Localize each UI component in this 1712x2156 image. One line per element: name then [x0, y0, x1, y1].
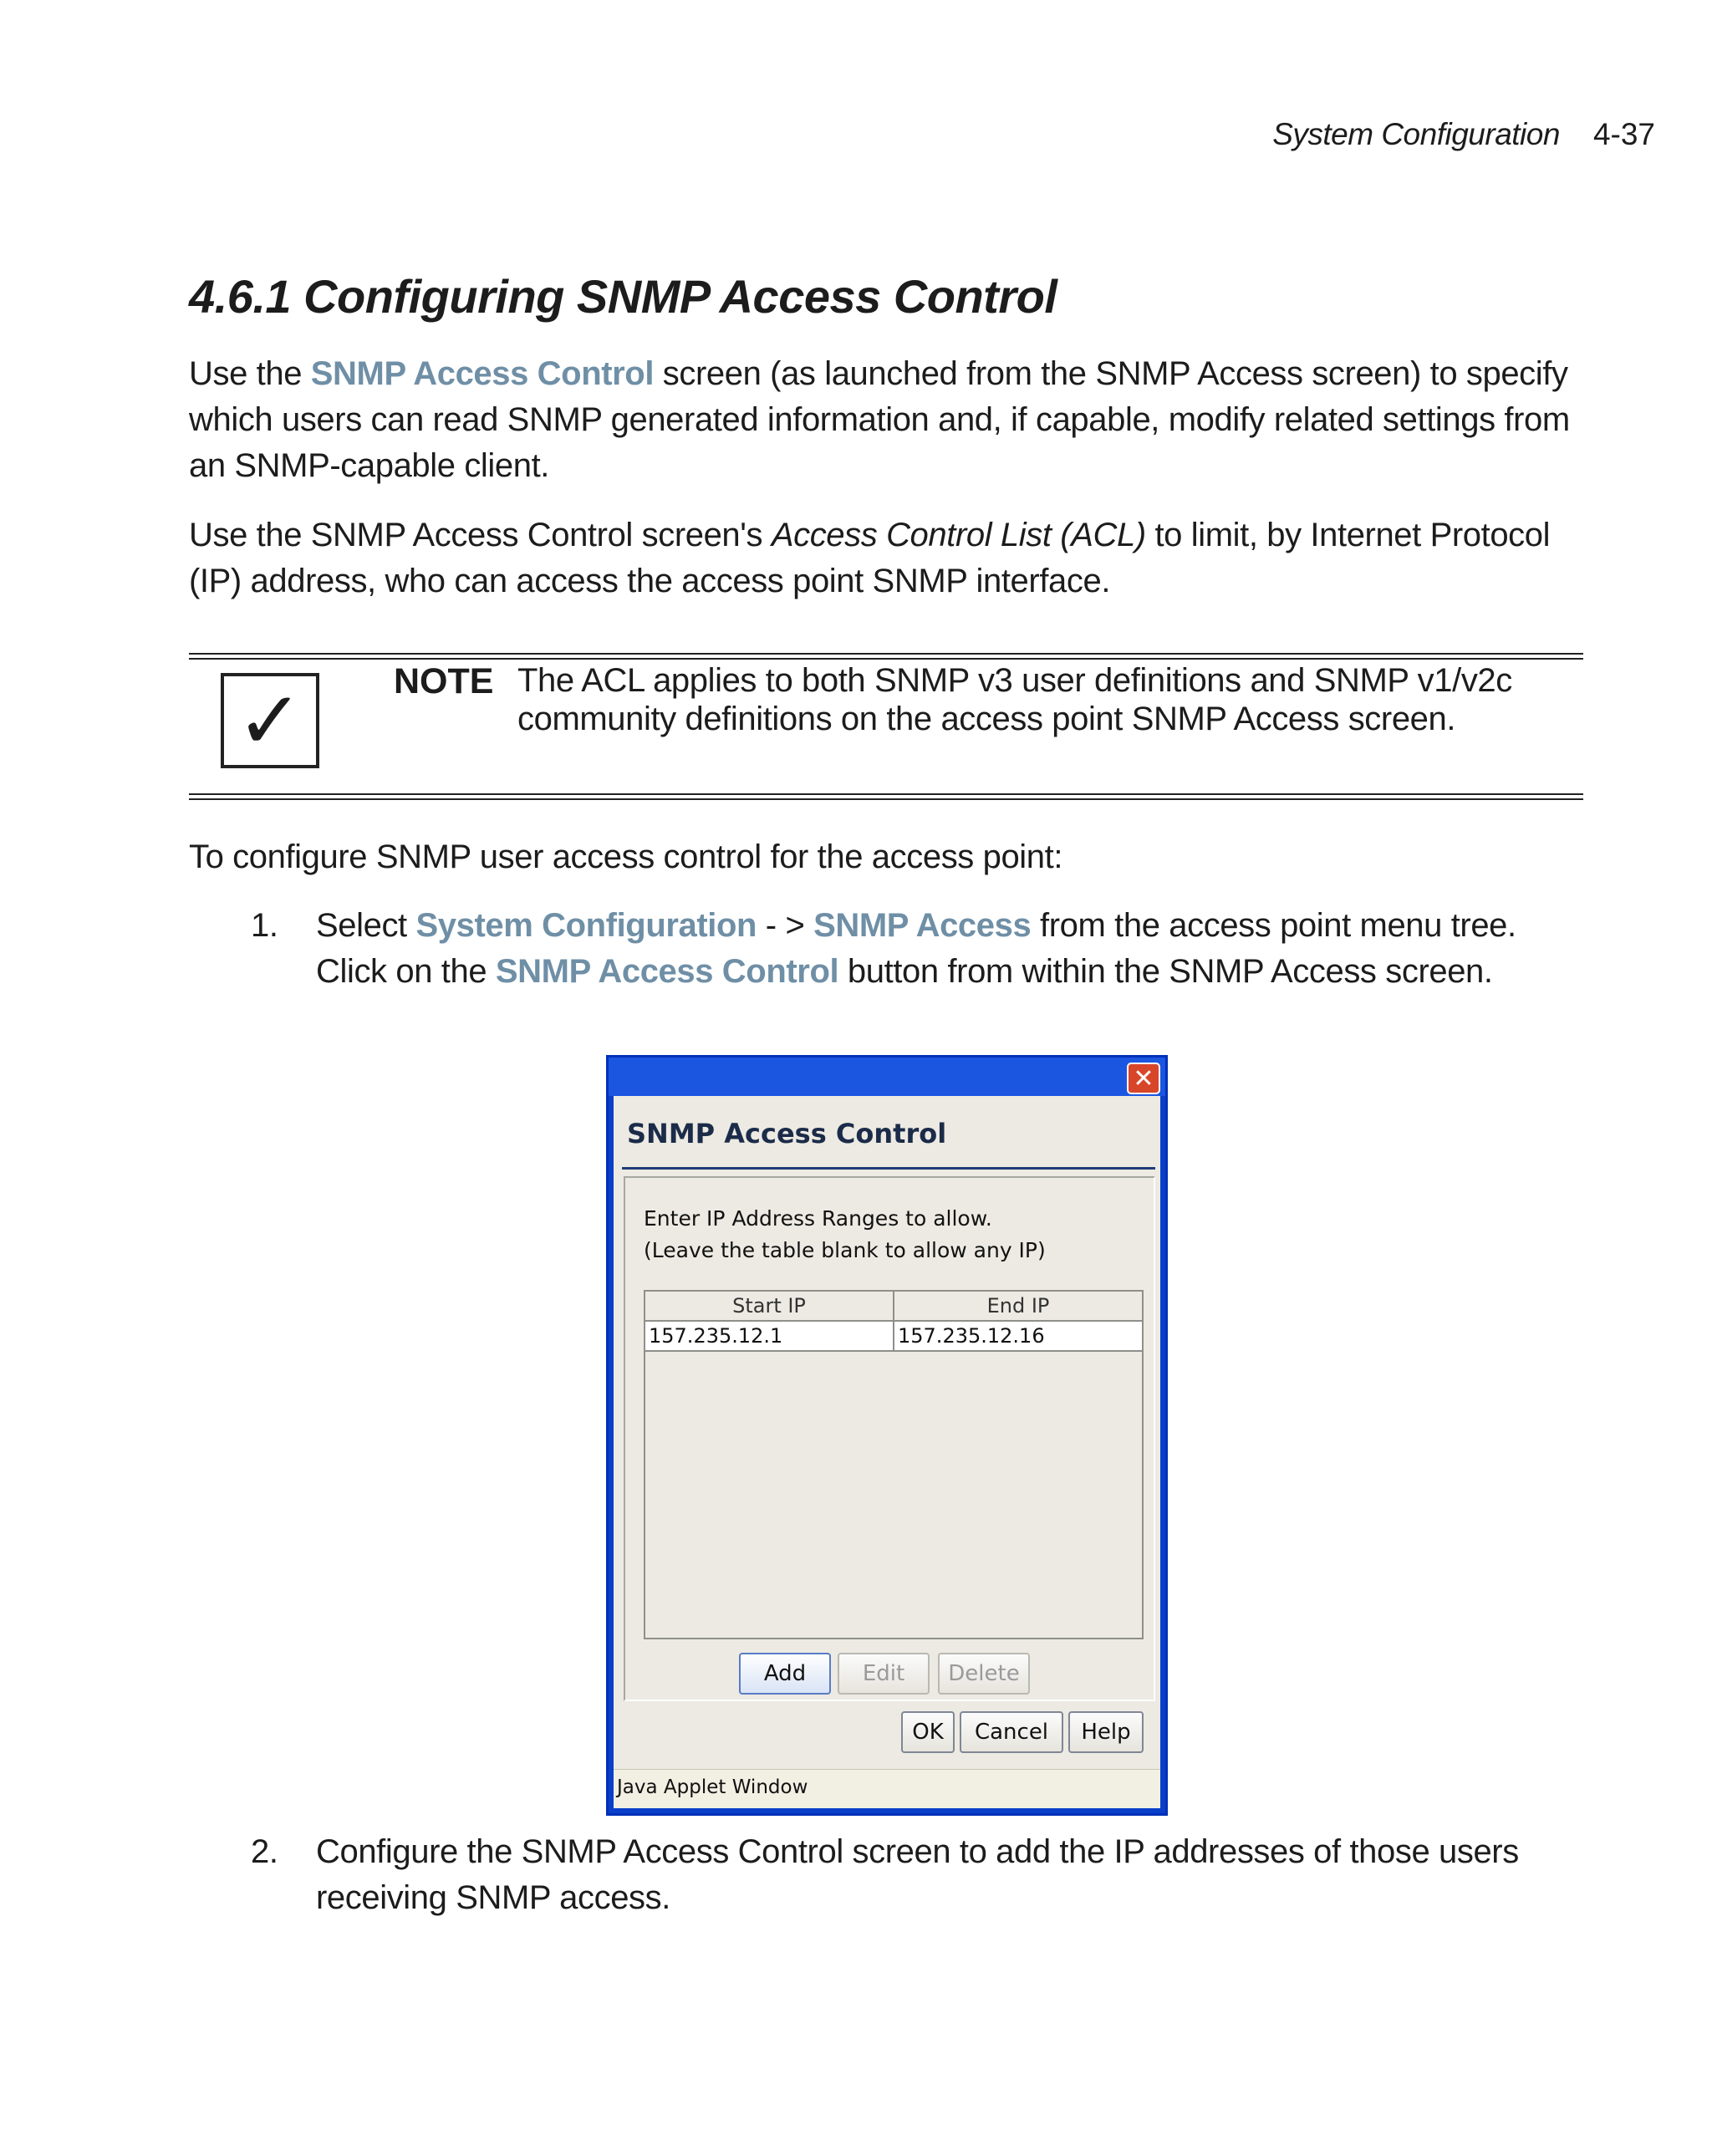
ip-range-panel — [624, 1176, 1155, 1701]
para1-text-end: screen (as launched from the SNMP Access screen) to specify which users can read SNMP generated information and, if capable, modify related settings from an SNMP-capable client. — [189, 355, 1570, 484]
step-number: 1. — [251, 907, 278, 944]
start-ip-cell[interactable]: 157.235.12.1 — [645, 1322, 894, 1350]
dialog-heading-divider — [622, 1167, 1155, 1170]
step-number: 2. — [251, 1833, 278, 1870]
cancel-button[interactable]: Cancel — [960, 1711, 1063, 1753]
chapter-title: System Configuration — [1272, 117, 1560, 151]
acl-paragraph — [189, 512, 1593, 604]
close-icon[interactable]: ✕ — [1127, 1063, 1160, 1094]
edit-button[interactable]: Edit — [838, 1653, 930, 1695]
dialog-titlebar — [609, 1058, 1165, 1096]
step-1 — [251, 903, 1593, 995]
add-button[interactable]: Add — [739, 1653, 831, 1695]
step-1-text-c: button from within the SNMP Access screen. — [838, 953, 1493, 990]
table-row[interactable] — [645, 1322, 1142, 1352]
note-rule-bottom — [189, 793, 1583, 800]
acl-term: Access Control List (ACL) — [771, 517, 1146, 553]
status-text: Java Applet Window — [617, 1776, 808, 1798]
page-number: 4-37 — [1592, 117, 1655, 151]
system-configuration-link: System Configuration — [415, 907, 757, 944]
intro-paragraph — [189, 351, 1593, 489]
dialog-body — [614, 1096, 1160, 1808]
table-header — [645, 1292, 1142, 1322]
step-2 — [251, 1829, 1593, 1921]
procedure-intro: To configure SNMP user access control for the access point: — [189, 838, 1063, 875]
para2-text-start: Use the SNMP Access Control screen's — [189, 517, 772, 553]
note-text: The ACL applies to both SNMP v3 user definitions and SNMP v1/v2c community definitions on the access point SNMP Access screen. — [517, 662, 1512, 737]
dialog-heading: SNMP Access Control — [627, 1118, 947, 1149]
instruction-line-2: (Leave the table blank to allow any IP) — [644, 1238, 1046, 1262]
instruction-line-1: Enter IP Address Ranges to allow. — [644, 1206, 992, 1231]
snmp-access-link: SNMP Access — [813, 907, 1032, 944]
step-1-text-a: Select — [316, 907, 416, 944]
note-rule-top — [189, 653, 1583, 660]
snmp-access-control-button-ref: SNMP Access Control — [495, 953, 839, 990]
para2-text-end: to limit, by Internet Protocol (IP) address, who can access the access point SNMP interface. — [189, 517, 1551, 599]
column-header-end-ip[interactable]: End IP — [986, 1294, 1050, 1318]
step-1-text-b: from the access point menu tree. Click on the — [316, 907, 1516, 990]
ip-range-table — [644, 1290, 1144, 1639]
check-icon: ✓ — [221, 673, 319, 768]
delete-button[interactable]: Delete — [938, 1653, 1030, 1695]
step-1-arrow: - > — [757, 907, 814, 944]
ok-button[interactable]: OK — [901, 1711, 955, 1753]
para1-text-start: Use the — [189, 355, 311, 392]
note-box — [189, 653, 1583, 803]
step-2-text: Configure the SNMP Access Control screen to add the IP addresses of those users receiving SNMP access. — [316, 1833, 1519, 1916]
help-button[interactable]: Help — [1068, 1711, 1144, 1753]
status-bar — [614, 1769, 1160, 1808]
section-title: 4.6.1 Configuring SNMP Access Control — [189, 270, 1057, 323]
instructions — [644, 1203, 1046, 1267]
running-header — [1272, 117, 1655, 152]
snmp-access-control-dialog — [606, 1055, 1168, 1816]
column-header-start-ip[interactable]: Start IP — [645, 1292, 894, 1320]
end-ip-cell[interactable]: 157.235.12.16 — [898, 1324, 1045, 1348]
step-1-text — [316, 903, 1593, 995]
snmp-access-control-link: SNMP Access Control — [310, 355, 655, 392]
note-label: NOTE — [394, 661, 494, 701]
